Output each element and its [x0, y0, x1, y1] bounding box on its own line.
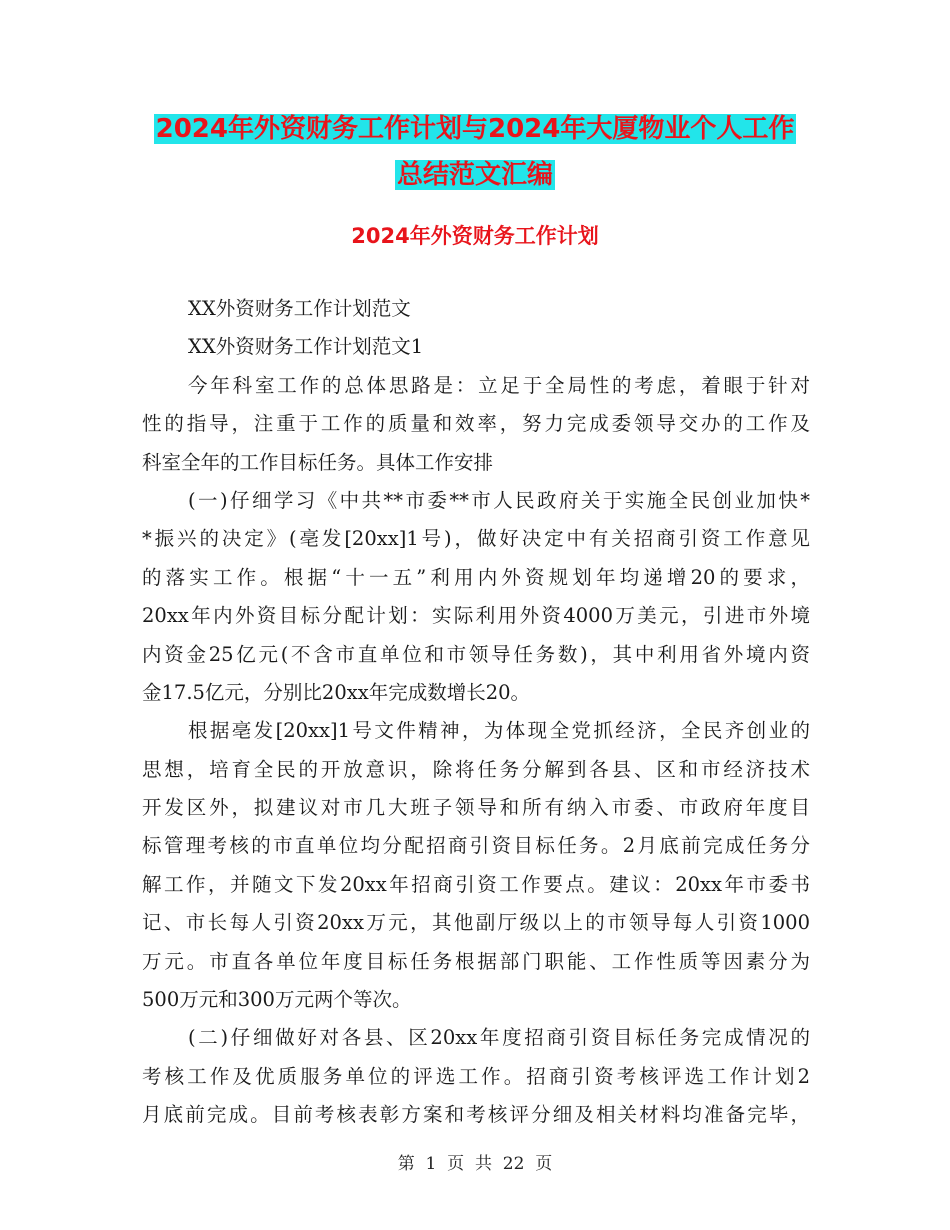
- body-line: (一)仔细学习《中共**市委**市人民政府关于实施全民创业加快*: [188, 488, 810, 512]
- body-line: 金17.5亿元，分别比20xx年完成数增长20。: [142, 680, 531, 704]
- body-line: (二)仔细做好对各县、区20xx年度招商引资目标任务完成情况的: [188, 1026, 810, 1050]
- body-line: 思想，培育全民的开放意识，除将任务分解到各县、区和市经济技术: [142, 757, 810, 781]
- body-line: 考核工作及优质服务单位的评选工作。招商引资考核评选工作计划2: [142, 1064, 810, 1088]
- body-line: 根据亳发[20xx]1号文件精神，为体现全党抓经济，全民齐创业的: [188, 719, 810, 743]
- body-line: 记、市长每人引资20xx万元，其他副厅级以上的市领导每人引资1000: [142, 911, 810, 935]
- body-line: 标管理考核的市直单位均分配招商引资目标任务。2月底前完成任务分: [142, 834, 810, 858]
- body-line: 500万元和300万元两个等次。: [142, 988, 412, 1012]
- body-line: 月底前完成。目前考核表彰方案和考核评分细及相关材料均准备完毕，: [142, 1103, 810, 1127]
- page-footer: 第 1 页 共 22 页: [397, 1154, 553, 1174]
- section-title: 2024年外资财务工作计划: [351, 224, 599, 248]
- body-line: 万元。市直各单位年度目标任务根据部门职能、工作性质等因素分为: [142, 949, 810, 973]
- body-line: *振兴的决定》(亳发[20xx]1号)，做好决定中有关招商引资工作意见: [142, 527, 810, 551]
- body-line: 20xx年内外资目标分配计划：实际利用外资4000万美元，引进市外境: [142, 604, 810, 628]
- body-line: 性的指导，注重于工作的质量和效率，努力完成委领导交办的工作及: [142, 412, 810, 436]
- body-line: 今年科室工作的总体思路是：立足于全局性的考虑，着眼于针对: [188, 373, 810, 397]
- body-line: 开发区外，拟建议对市几大班子领导和所有纳入市委、市政府年度目: [142, 796, 810, 820]
- document-title-line-2-text: 总结范文汇编: [396, 160, 553, 190]
- document-title-line-2: [0, 155, 950, 195]
- document-title-line-1: [0, 109, 950, 149]
- document-title-line-1-text: 2024年外资财务工作计划与2024年大厦物业个人工作: [155, 114, 795, 144]
- body-line: XX外资财务工作计划范文: [188, 297, 411, 320]
- body-text: [142, 290, 810, 1135]
- body-line: 科室全年的工作目标任务。具体工作安排: [142, 450, 494, 474]
- body-line: XX外资财务工作计划范文1: [188, 335, 424, 359]
- body-line: 的落实工作。根据“十一五”利用内外资规划年均递增20的要求，: [142, 565, 810, 589]
- body-line: 解工作，并随文下发20xx年招商引资工作要点。建议：20xx年市委书: [142, 872, 810, 896]
- body-line: 内资金25亿元(不含市直单位和市领导任务数)，其中利用省外境内资: [142, 642, 810, 666]
